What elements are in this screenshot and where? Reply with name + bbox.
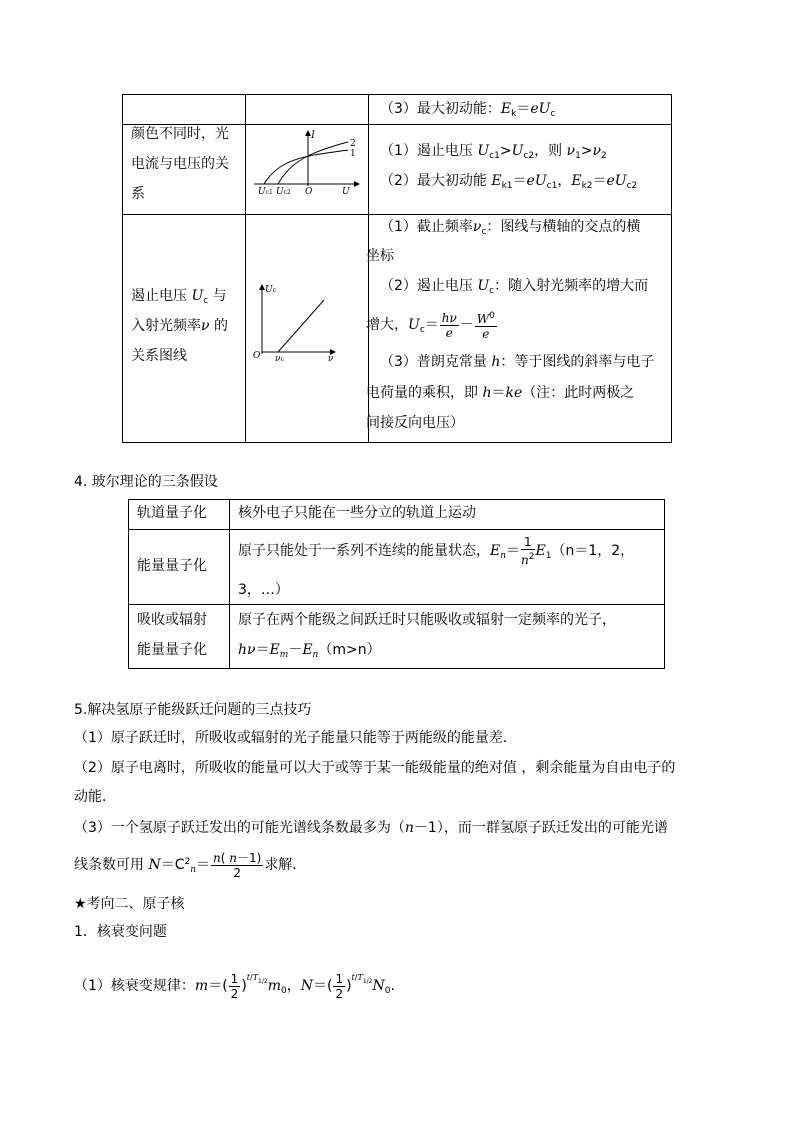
stopping-voltage-frequency-graph xyxy=(250,278,362,368)
svg-text:Uc2: Uc2 xyxy=(276,187,291,197)
current-voltage-graph xyxy=(250,128,362,212)
planck-constant-text: （3）普朗克常量 h：等于图线的斜率与电子 xyxy=(380,354,655,370)
curve-1-label: 1 xyxy=(350,149,356,159)
section-5-heading: 5.解决氢原子能级跃迁问题的三点技巧 xyxy=(74,702,312,718)
stopping-voltage-formula: 增大，$U_c=$ $\frac{h\nu}{e}$ － $\frac{W^0}{e}$ xyxy=(366,310,495,341)
decay-subheading: 1．核衰变问题 xyxy=(74,924,167,940)
svg-text:ν: ν xyxy=(328,354,334,364)
cutoff-frequency-text: （1）截止频率$\nu_c$：图线与横轴的交点的横 xyxy=(380,219,641,237)
tip-2-line-2: 动能． xyxy=(74,789,116,805)
decay-law: （1）核衰变规律：m＝( $\frac{1}{2}$ )$^{t/T_{1/2}}m_0$，N＝( $\frac{1}{2}$ )$^{t/T_{1/2}}N_0$. xyxy=(74,971,395,1001)
absorb-emit-label-1: 吸收或辐射 xyxy=(137,612,207,628)
tip-2-line-1: （2）原子电离时，所吸收的能量可以大于或等于某一能级能量的绝对值 ，剩余能量为自由电子的 xyxy=(74,760,676,776)
row-label-color-3: 系 xyxy=(131,186,145,202)
row-label-graph: 关系图线 xyxy=(131,348,187,364)
tip-1: （1）原子跃迁时，所吸收或辐射的光子能量只能等于两能级的能量差． xyxy=(74,730,517,746)
row-label-color-2: 电流与电压的关 xyxy=(131,156,229,172)
svg-text:U: U xyxy=(342,187,350,197)
row-label-stopping-voltage: 遏止电压 $U_c$ 与 xyxy=(131,288,227,306)
max-kinetic-energy-text: （3）最大初动能：$E_k=eU_c$ xyxy=(380,101,556,119)
svg-text:O: O xyxy=(253,351,261,361)
planck-constant-text-2: 电荷量的乘积，即 h＝ke（注：此时两极之 xyxy=(366,385,635,401)
svg-text:Uc1: Uc1 xyxy=(258,187,273,197)
svg-text:νc: νc xyxy=(275,354,284,364)
row-label-color: 颜色不同时，光 xyxy=(131,126,229,142)
section-4-heading: 4. 玻尔理论的三条假设 xyxy=(74,474,218,490)
planck-constant-text-3: 间接反向电压） xyxy=(366,415,464,431)
row-label-frequency: 入射光频率ν 的 xyxy=(131,318,228,334)
absorb-emit-desc-1: 原子在两个能级之间跃迁时只能吸收或辐射一定频率的光子， xyxy=(238,612,616,628)
svg-text:Uc: Uc xyxy=(265,285,276,295)
orbit-quantization-label: 轨道量子化 xyxy=(137,505,207,521)
absorb-emit-label-2: 能量量子化 xyxy=(137,642,207,658)
stopping-voltage-compare: （1）遏止电压 $U_{c1}>U_{c2}$，则 $\nu_1>\nu_2$ xyxy=(380,143,607,161)
max-kinetic-energy-compare: （2）最大初动能 $E_{k1}=eU_{c1}$，$E_{k2}=eU_{c2}$ xyxy=(380,173,638,191)
energy-quantization-label: 能量量子化 xyxy=(137,558,207,574)
svg-text:O: O xyxy=(305,187,313,197)
stopping-voltage-text: （2）遏止电压 $U_c$：随入射光频率的增大而 xyxy=(380,278,649,296)
nucleus-heading: ★考向二、原子核 xyxy=(74,896,185,912)
absorb-emit-desc-2: $h\nu=E_m-E_n(m>n)$ xyxy=(238,642,381,660)
tip-3-line-2: 线条数可用 $N=C^2_n=$ $\frac{n( n-1)}{2}$ 求解． xyxy=(74,850,307,880)
orbit-quantization-desc: 核外电子只能在一些分立的轨道上运动 xyxy=(238,505,476,521)
energy-quantization-desc-2: 3，…） xyxy=(238,582,289,598)
axis-i-label: I xyxy=(311,130,315,141)
cutoff-frequency-text-2: 坐标 xyxy=(366,248,394,264)
energy-quantization-desc: 原子只能处于一系列不连续的能量状态，$E_n=$ $\frac{1}{n^2}$ $E_1(n=1$，2， xyxy=(238,535,635,567)
curve-2-label: 2 xyxy=(350,139,356,149)
tip-3-line-1: （3）一个氢原子跃迁发出的可能光谱线条数最多为（n－1），而一群氢原子跃迁发出的可能光谱 xyxy=(74,820,668,836)
